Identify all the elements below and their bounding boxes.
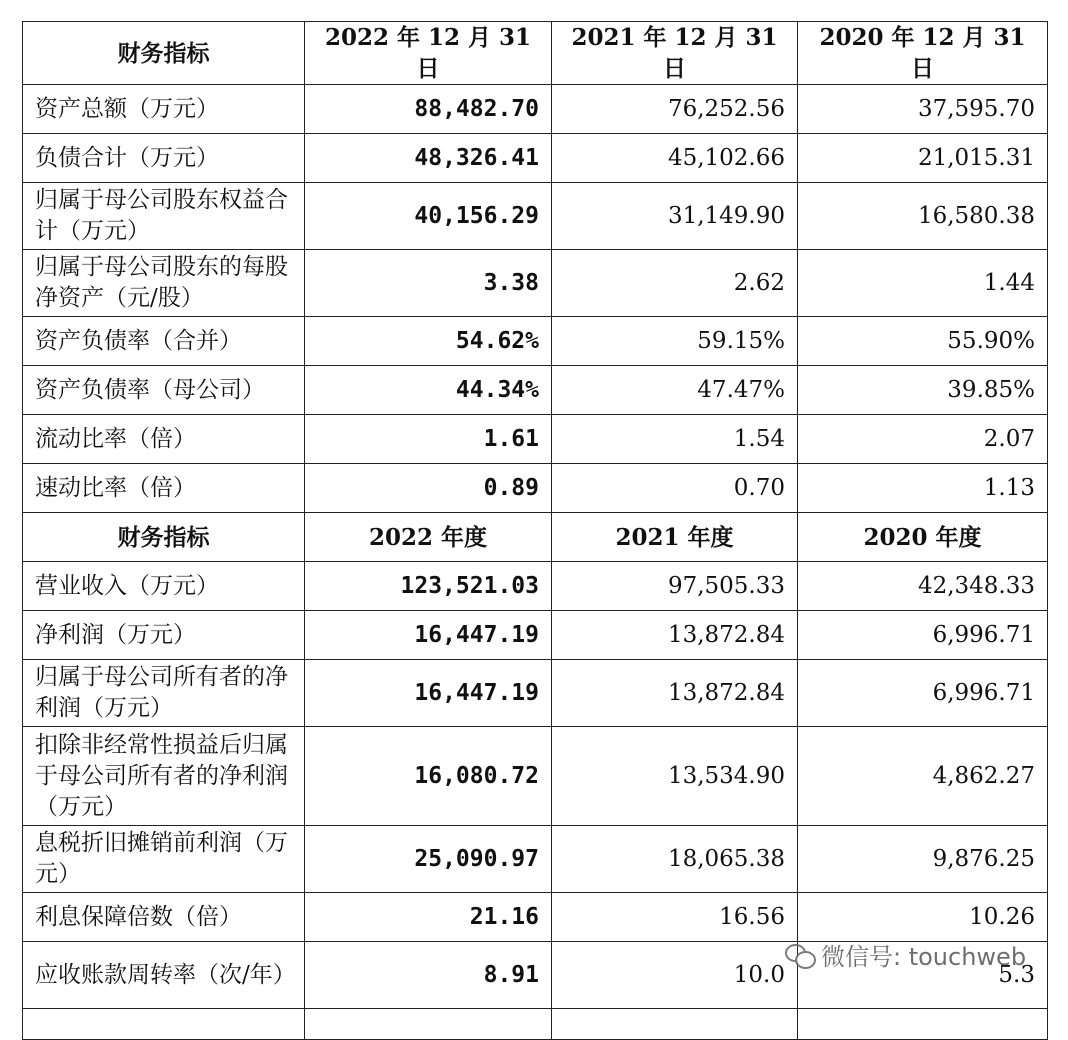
cell-2021: 13,872.84 xyxy=(552,611,798,660)
cell-2022: 16,447.19 xyxy=(305,611,552,660)
row-label: 负债合计（万元） xyxy=(23,134,305,183)
row-label: 息税折旧摊销前利润（万元） xyxy=(23,826,305,893)
cell-2022: 123,521.03 xyxy=(305,562,552,611)
row-label: 净利润（万元） xyxy=(23,611,305,660)
table-row xyxy=(23,85,1048,134)
cell-2022: 25,090.97 xyxy=(305,826,552,893)
cell-2020: 42,348.33 xyxy=(798,562,1048,611)
cell-2021: 10.0 xyxy=(552,942,798,1009)
cell-2020: 39.85% xyxy=(798,366,1048,415)
cell-2021 xyxy=(552,1009,798,1040)
table-row xyxy=(23,660,1048,727)
wechat-icon xyxy=(785,942,815,968)
cell-2021: 97,505.33 xyxy=(552,562,798,611)
cell-2020: 4,862.27 xyxy=(798,727,1048,826)
row-label xyxy=(23,1009,305,1040)
cell-2022: 54.62% xyxy=(305,317,552,366)
cell-2022: 21.16 xyxy=(305,893,552,942)
watermark xyxy=(785,937,1026,972)
cell-2021: 18,065.38 xyxy=(552,826,798,893)
table-row xyxy=(23,611,1048,660)
cell-2020: 6,996.71 xyxy=(798,611,1048,660)
cell-2021: 1.54 xyxy=(552,415,798,464)
cell-2021: 45,102.66 xyxy=(552,134,798,183)
table-row xyxy=(23,893,1048,942)
row-label: 利息保障倍数（倍） xyxy=(23,893,305,942)
table-row xyxy=(23,250,1048,317)
cell-2022: 44.34% xyxy=(305,366,552,415)
table-header-row xyxy=(23,513,1048,562)
cell-2021: 13,534.90 xyxy=(552,727,798,826)
table-row xyxy=(23,134,1048,183)
cell-2021: 16.56 xyxy=(552,893,798,942)
cell-2022: 48,326.41 xyxy=(305,134,552,183)
header-indicator: 财务指标 xyxy=(23,513,305,562)
header-2020: 2020 年度 xyxy=(798,513,1048,562)
table-row-partial xyxy=(23,1009,1048,1040)
header-2022: 2022 年 12 月 31 日 xyxy=(305,22,552,85)
row-label: 归属于母公司股东权益合计（万元） xyxy=(23,183,305,250)
row-label: 资产负债率（母公司） xyxy=(23,366,305,415)
cell-2020: 55.90% xyxy=(798,317,1048,366)
cell-2022: 3.38 xyxy=(305,250,552,317)
cell-2020: 10.26 xyxy=(798,893,1048,942)
row-label: 归属于母公司所有者的净利润（万元） xyxy=(23,660,305,727)
table-row xyxy=(23,562,1048,611)
header-2021: 2021 年度 xyxy=(552,513,798,562)
row-label: 资产负债率（合并） xyxy=(23,317,305,366)
table-row xyxy=(23,366,1048,415)
cell-2020: 6,996.71 xyxy=(798,660,1048,727)
row-label: 资产总额（万元） xyxy=(23,85,305,134)
row-label: 流动比率（倍） xyxy=(23,415,305,464)
row-label: 归属于母公司股东的每股净资产（元/股） xyxy=(23,250,305,317)
cell-2021: 2.62 xyxy=(552,250,798,317)
cell-2021: 47.47% xyxy=(552,366,798,415)
cell-2020: 2.07 xyxy=(798,415,1048,464)
cell-2021: 59.15% xyxy=(552,317,798,366)
cell-2021: 0.70 xyxy=(552,464,798,513)
row-label: 应收账款周转率（次/年） xyxy=(23,942,305,1009)
table-row xyxy=(23,183,1048,250)
cell-2022: 16,080.72 xyxy=(305,727,552,826)
cell-2021: 76,252.56 xyxy=(552,85,798,134)
cell-2020: 21,015.31 xyxy=(798,134,1048,183)
row-label: 速动比率（倍） xyxy=(23,464,305,513)
cell-2020: 9,876.25 xyxy=(798,826,1048,893)
table-row xyxy=(23,826,1048,893)
cell-2022: 8.91 xyxy=(305,942,552,1009)
row-label: 营业收入（万元） xyxy=(23,562,305,611)
cell-2020: 1.13 xyxy=(798,464,1048,513)
cell-2022: 0.89 xyxy=(305,464,552,513)
table-row xyxy=(23,464,1048,513)
cell-2022: 40,156.29 xyxy=(305,183,552,250)
header-indicator: 财务指标 xyxy=(23,22,305,85)
cell-2020: 1.44 xyxy=(798,250,1048,317)
cell-2022 xyxy=(305,1009,552,1040)
cell-2022: 16,447.19 xyxy=(305,660,552,727)
watermark-text: 微信号: touchweb xyxy=(821,943,1027,971)
cell-2022: 88,482.70 xyxy=(305,85,552,134)
cell-2022: 1.61 xyxy=(305,415,552,464)
cell-2021: 31,149.90 xyxy=(552,183,798,250)
table-row xyxy=(23,415,1048,464)
header-2021: 2021 年 12 月 31 日 xyxy=(552,22,798,85)
cell-2020: 5.3 xyxy=(798,942,1048,1009)
table-row xyxy=(23,317,1048,366)
cell-2020 xyxy=(798,1009,1048,1040)
financial-indicators-table xyxy=(22,21,1048,1040)
table-row xyxy=(23,727,1048,826)
cell-2020: 16,580.38 xyxy=(798,183,1048,250)
header-2022: 2022 年度 xyxy=(305,513,552,562)
cell-2021: 13,872.84 xyxy=(552,660,798,727)
cell-2020: 37,595.70 xyxy=(798,85,1048,134)
table-header-row xyxy=(23,22,1048,85)
header-2020: 2020 年 12 月 31 日 xyxy=(798,22,1048,85)
row-label: 扣除非经常性损益后归属于母公司所有者的净利润（万元） xyxy=(23,727,305,826)
